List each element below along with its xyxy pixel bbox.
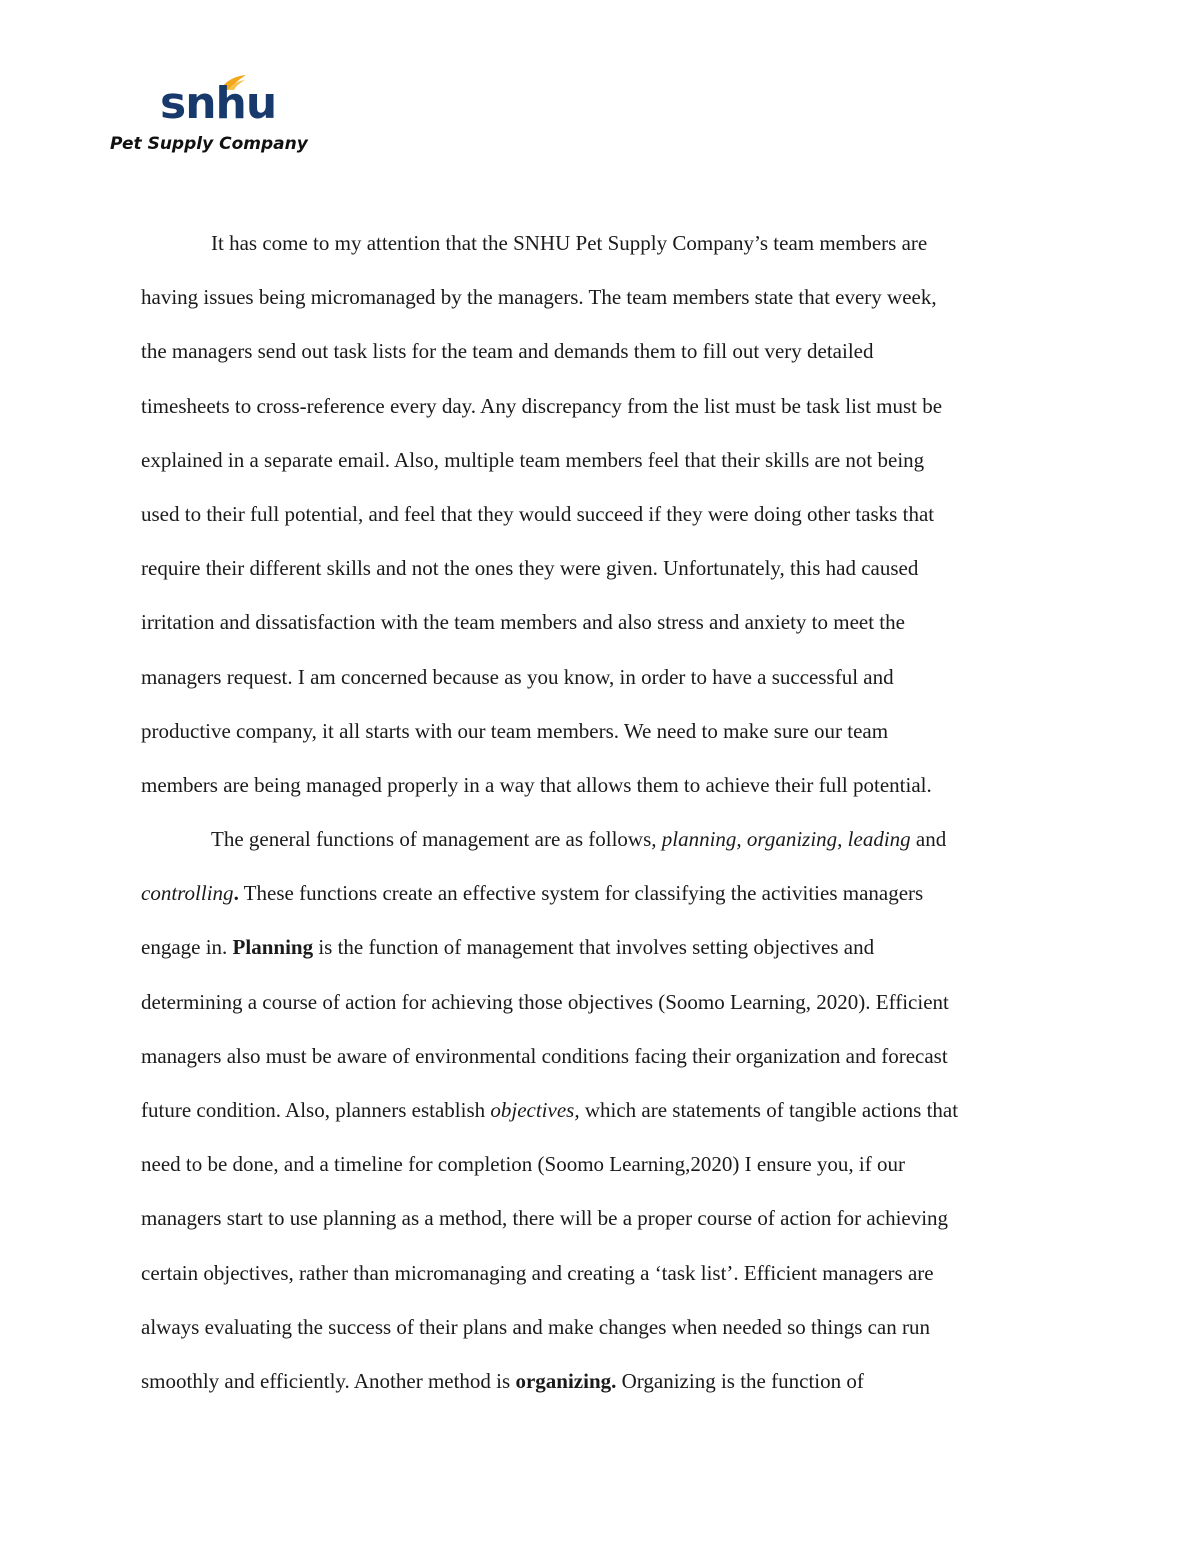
bold-text: Planning — [232, 935, 314, 960]
text-span: The general functions of management are as follows — [211, 827, 652, 852]
text-line — [141, 595, 1061, 649]
company-name: Pet Supply Company — [110, 134, 308, 154]
text-span: and — [910, 827, 947, 852]
text-line — [141, 1354, 1061, 1408]
text-line — [141, 1137, 1061, 1191]
text-span: managers also must be aware of environmental conditions facing their organization and forecast — [141, 1043, 948, 1068]
text-span: is the function of management that involves setting objectives and — [313, 935, 875, 960]
text-span: Organizing is the function of — [616, 1368, 864, 1393]
text-span: which are statements of tangible actions that — [579, 1098, 959, 1122]
text-span: managers request. I am concerned because as you know, in order to have a successful and — [141, 664, 894, 689]
company-logo — [110, 72, 330, 162]
text-line — [141, 704, 1061, 758]
logo-wordmark: snhu — [160, 78, 277, 129]
text-span: determining a course of action for achieving those objectives (Soomo Learning, 2020). Efficient — [141, 989, 949, 1014]
italic-text: , planning, organizing, leading — [651, 827, 911, 852]
text-span: productive company, it all starts with our team members. We need to make sure our team — [141, 718, 889, 743]
bold-text: organizing. — [515, 1368, 617, 1393]
text-span: engage in. — [141, 935, 233, 960]
text-line — [141, 270, 1061, 324]
text-line — [141, 975, 1061, 1029]
text-span: explained in a separate email. Also, multiple team members feel that their skills are not being — [141, 447, 925, 472]
text-line — [141, 1300, 1061, 1354]
text-line — [141, 920, 1061, 974]
text-span: the managers send out task lists for the team and demands them to fill out very detailed — [141, 339, 874, 364]
text-span: need to be done, and a timeline for completion (Soomo Learning,2020) I ensure you, if our — [141, 1152, 905, 1177]
text-line — [141, 1029, 1061, 1083]
text-span: smoothly and efficiently. Another method is — [141, 1368, 516, 1393]
text-span: used to their full potential, and feel that they would succeed if they were doing other tasks that — [141, 501, 935, 526]
text-span: certain objectives, rather than micromanaging and creating a ‘task list’. Efficient managers are — [141, 1260, 934, 1285]
text-span: These functions create an effective system for classifying the activities managers — [238, 881, 924, 906]
text-span: always evaluating the success of their plans and make changes when needed so things can run — [141, 1314, 930, 1339]
text-line — [141, 487, 1061, 541]
italic-text: objectives, — [490, 1098, 580, 1122]
text-span: require their different skills and not the ones they were given. Unfortunately, this had caused — [141, 556, 919, 581]
text-line — [141, 1083, 1061, 1137]
text-line — [141, 866, 1061, 920]
text-line — [141, 433, 1061, 487]
text-span: members are being managed properly in a way that allows them to achieve their full potential. — [141, 772, 932, 797]
text-line — [141, 650, 1061, 704]
text-line — [141, 379, 1061, 433]
text-line — [141, 324, 1061, 378]
memo-body — [141, 216, 1061, 1408]
text-span: It has come to my attention that the SNHU Pet Supply Company’s team members are — [211, 231, 928, 255]
text-line — [141, 1246, 1061, 1300]
text-line — [141, 1191, 1061, 1245]
text-span: managers start to use planning as a method, there will be a proper course of action for achieving — [141, 1206, 949, 1231]
text-line — [141, 812, 1061, 866]
text-line — [141, 541, 1061, 595]
text-span: future condition. Also, planners establish — [141, 1098, 491, 1122]
italic-text: controlling — [141, 881, 234, 906]
text-span: having issues being micromanaged by the managers. The team members state that every week, — [141, 285, 937, 310]
text-span: timesheets to cross-reference every day. Any discrepancy from the list must be task list must be — [141, 393, 943, 418]
text-line — [141, 758, 1061, 812]
bold-text: . — [233, 881, 239, 906]
text-span: irritation and dissatisfaction with the team members and also stress and anxiety to meet the — [141, 610, 905, 635]
text-line — [141, 216, 1061, 270]
